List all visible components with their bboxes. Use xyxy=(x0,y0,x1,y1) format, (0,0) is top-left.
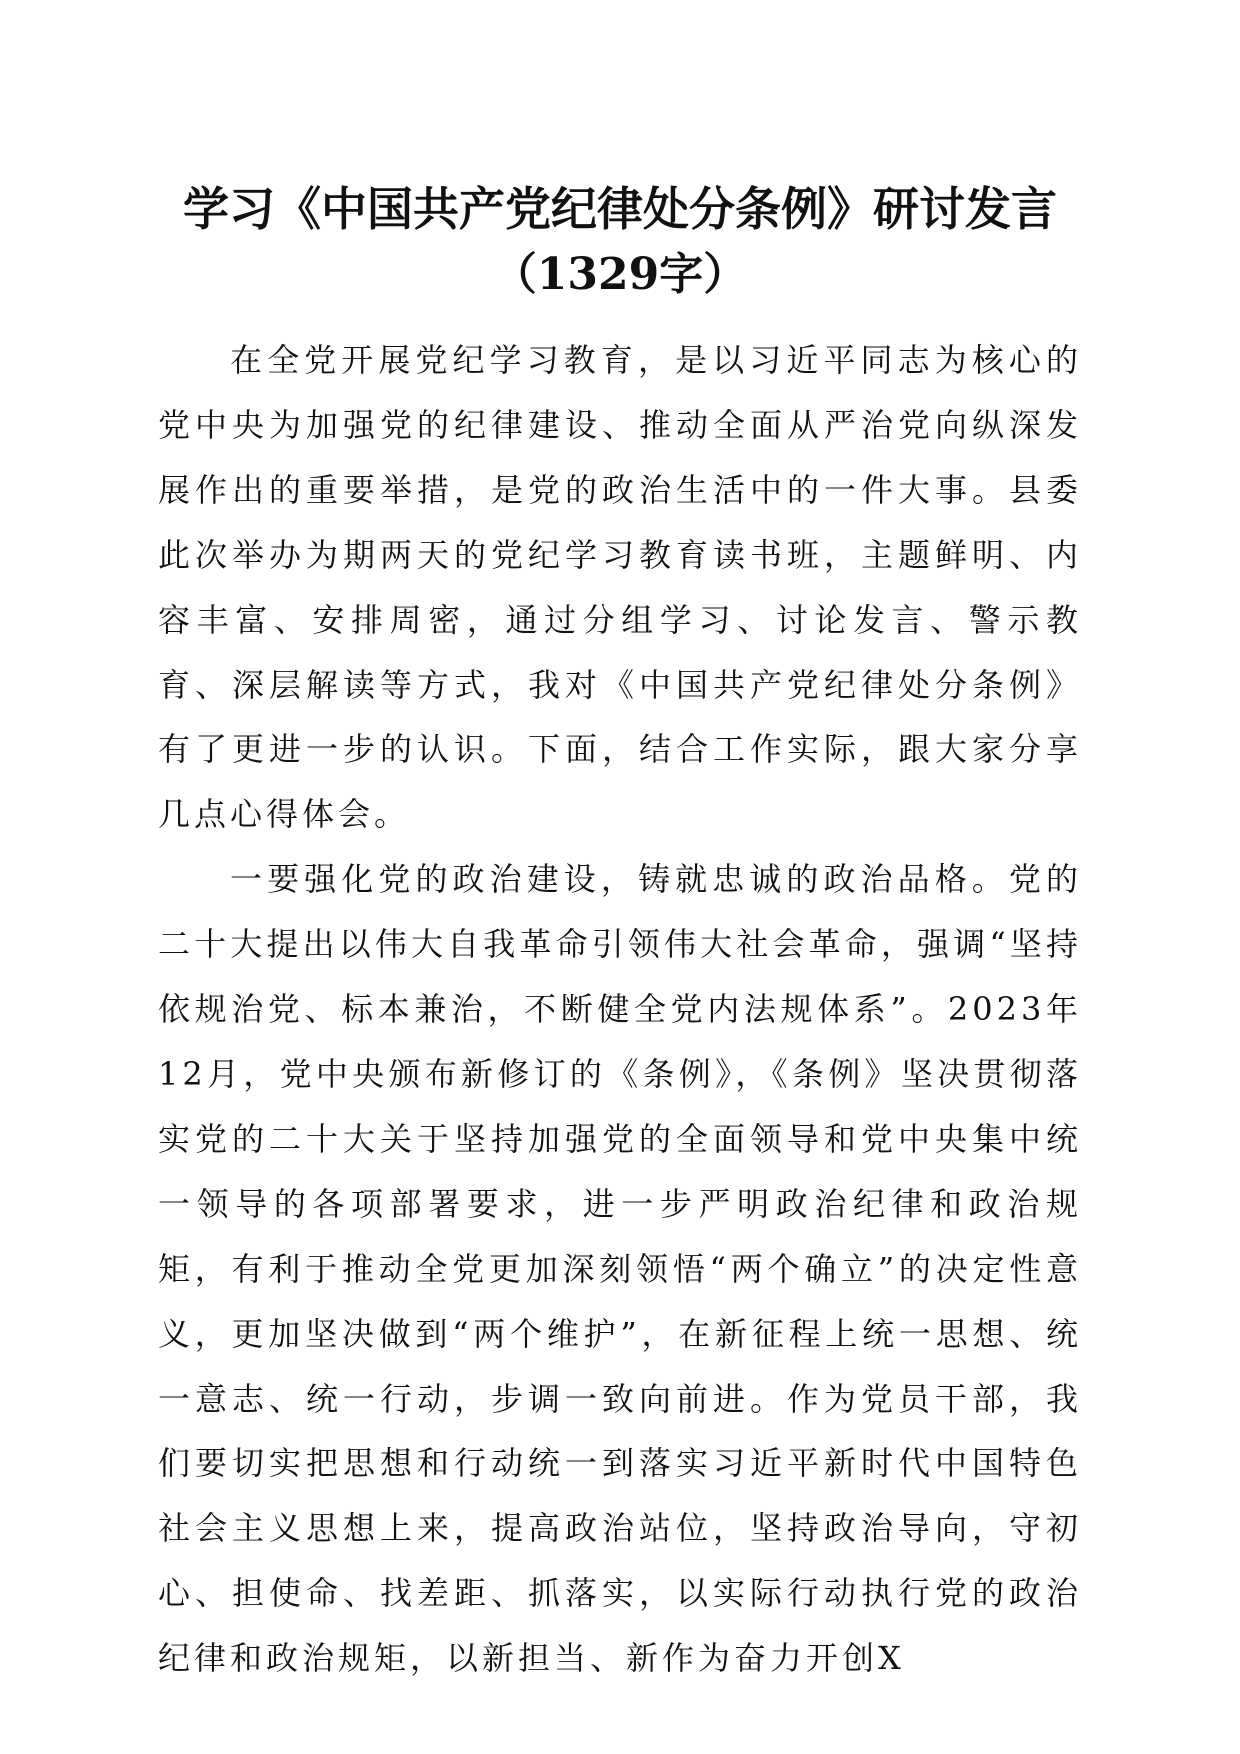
paragraph-point-one: 一要强化党的政治建设，铸就忠诚的政治品格。党的二十大提出以伟大自我革命引领伟大社会革命，强调“坚持依规治党、标本兼治，不断健全党内法规体系”。2023年12月，党中央颁布新修订的《条例》，《条例》坚决贯彻落实党的二十大关于坚持加强党的全面领导和党中央集中统一领导的各项部署要求，进一步严明政治纪律和政治规矩，有利于推动全党更加深刻领悟“两个确立”的决定性意义，更加坚决做到“两个维护”，在新征程上统一思想、统一意志、统一行动，步调一致向前进。作为党员干部，我们要切实把思想和行动统一到落实习近平新时代中国特色社会主义思想上来，提高政治站位，坚持政治导向，守初心、担使命、找差距、抓落实，以实际行动执行党的政治纪律和政治规矩，以新担当、新作为奋力开创X xyxy=(158,860,1082,1678)
document-title: 学习《中国共产党纪律处分条例》研讨发言 xyxy=(183,182,1057,236)
document-body xyxy=(158,328,1082,1691)
document-subtitle: （1329字） xyxy=(492,249,748,300)
paragraph-intro: 在全党开展党纪学习教育，是以习近平同志为核心的党中央为加强党的纪律建设、推动全面从严治党向纵深发展作出的重要举措，是党的政治生活中的一件大事。县委此次举办为期两天的党纪学习教育读书班，主题鲜明、内容丰富、安排周密，通过分组学习、讨论发言、警示教育、深层解读等方式，我对《中国共产党纪律处分条例》有了更进一步的认识。下面，结合工作实际，跟大家分享几点心得体会。 xyxy=(158,341,1082,834)
